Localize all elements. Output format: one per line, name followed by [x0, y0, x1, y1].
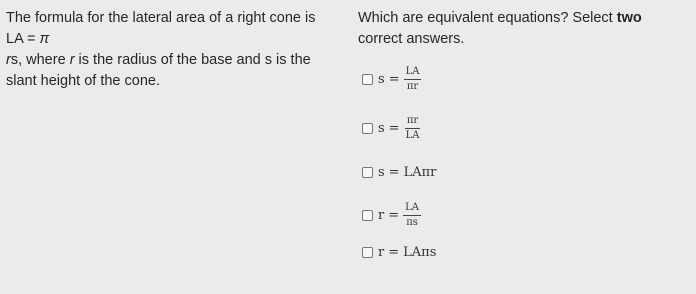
- answer-options: [362, 64, 562, 294]
- option-r-equals-la-pi-s[interactable]: [362, 245, 436, 260]
- fraction-denominator: πr: [406, 81, 419, 92]
- option-lhs: r: [378, 245, 385, 260]
- option-fraction: [403, 202, 421, 229]
- variable-r-second: r: [69, 52, 75, 68]
- option-r-equals-la-over-pi-s[interactable]: [362, 202, 421, 229]
- sentence-where: , where: [18, 52, 70, 68]
- option-equals: =: [388, 165, 400, 180]
- option-rhs: LAπs: [403, 245, 437, 260]
- checkbox[interactable]: [362, 74, 373, 85]
- option-equals: =: [388, 245, 400, 260]
- fraction-numerator: LA: [404, 66, 422, 80]
- question-prefix: Which are equivalent equations? Select: [358, 10, 617, 26]
- option-equals: =: [388, 121, 400, 136]
- fraction-numerator: LA: [403, 202, 421, 216]
- option-equals: =: [388, 208, 400, 223]
- option-lhs: r: [378, 208, 385, 223]
- question-suffix: correct answers.: [358, 31, 465, 47]
- variable-r: r: [6, 52, 11, 68]
- option-fraction: [404, 66, 422, 93]
- option-lhs: s: [378, 121, 385, 136]
- option-s-equals-la-over-pi-r[interactable]: [362, 66, 421, 93]
- question-text: [358, 8, 688, 50]
- variable-s: s: [10, 52, 19, 68]
- formula-description: [6, 8, 324, 92]
- option-fraction: [404, 115, 422, 142]
- fraction-numerator: πr: [405, 115, 420, 129]
- formula-sentence-start: The formula for the lateral area of a right cone is LA =: [6, 10, 316, 47]
- checkbox[interactable]: [362, 247, 373, 258]
- checkbox[interactable]: [362, 167, 373, 178]
- question-emphasis: two: [616, 10, 642, 26]
- option-lhs: s: [378, 72, 385, 87]
- checkbox[interactable]: [362, 123, 373, 134]
- fraction-denominator: πs: [406, 217, 418, 228]
- pi-symbol: π: [39, 31, 50, 47]
- sentence-radius-definition: is the radius of the base and s is the slant height of the cone.: [6, 52, 311, 89]
- checkbox[interactable]: [362, 210, 373, 221]
- option-rhs: LAπr: [403, 165, 437, 180]
- question-panel: [358, 8, 688, 260]
- option-s-equals-la-pi-r[interactable]: [362, 165, 436, 180]
- option-s-equals-pi-r-over-la[interactable]: [362, 115, 421, 142]
- option-equals: =: [388, 72, 400, 87]
- fraction-denominator: LA: [405, 130, 420, 141]
- option-lhs: s: [378, 165, 385, 180]
